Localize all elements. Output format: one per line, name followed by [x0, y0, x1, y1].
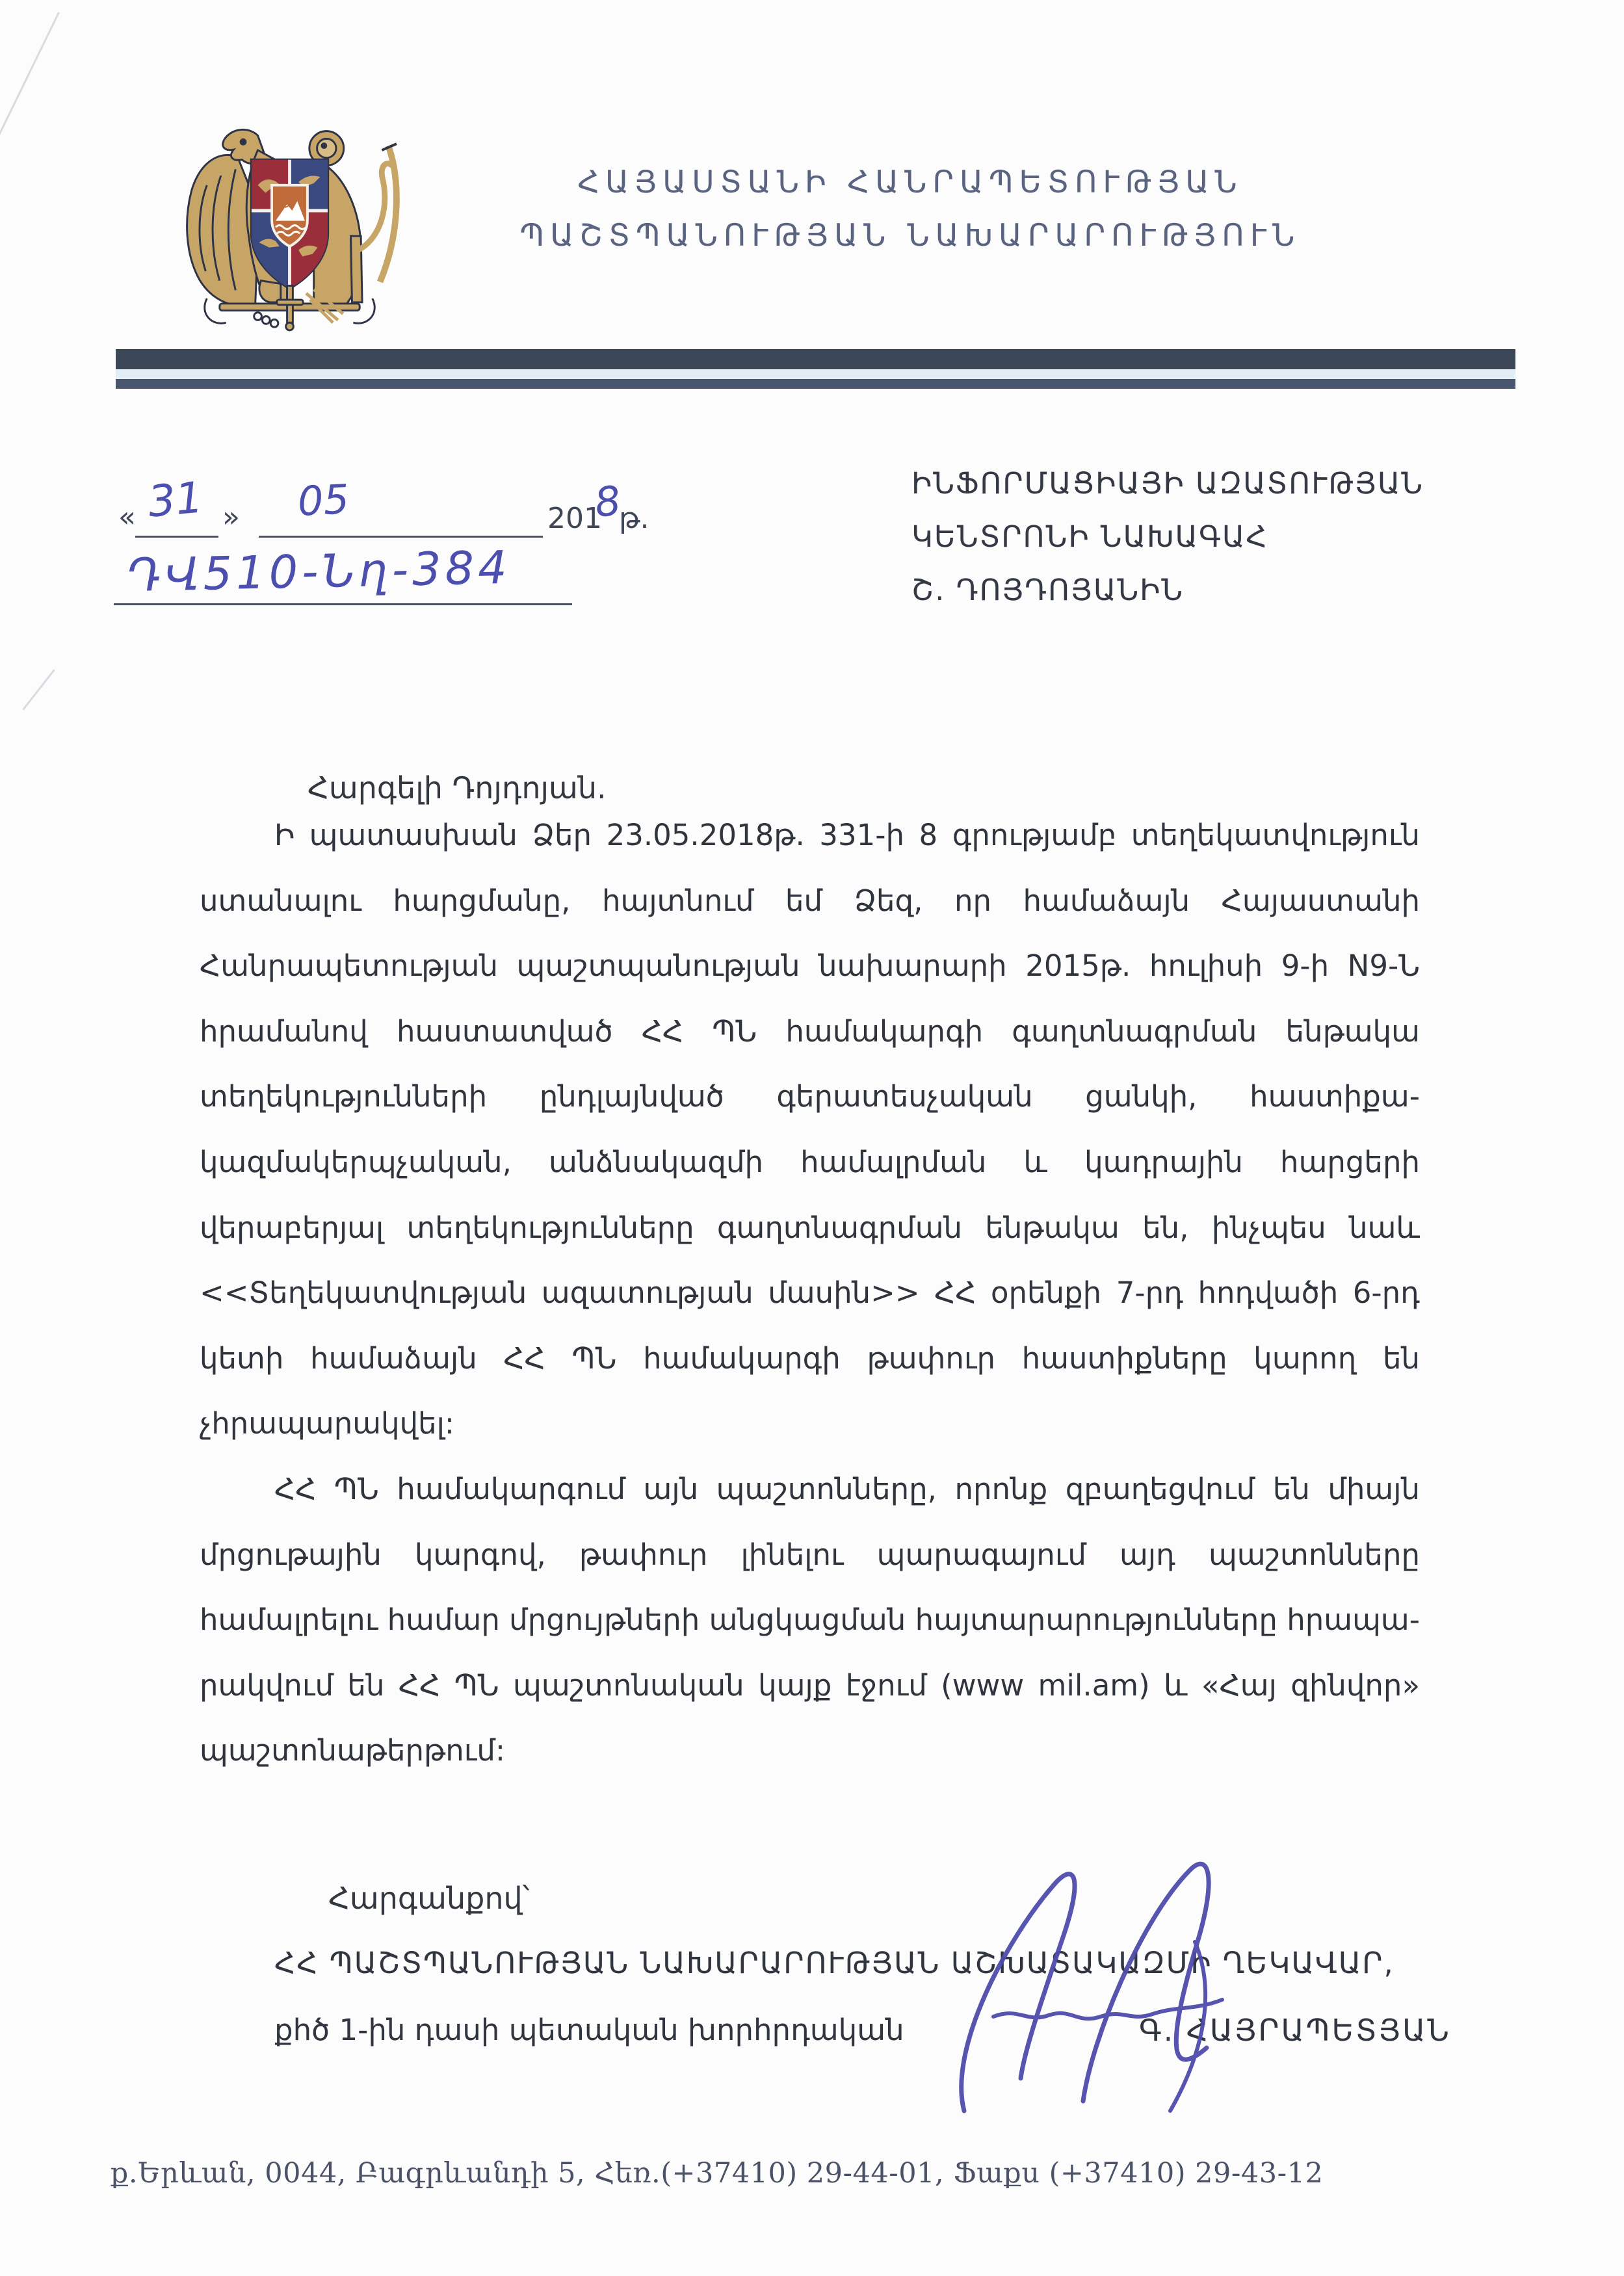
handwritten-signature-ink	[915, 1854, 1331, 2114]
handwritten-day: 31	[146, 472, 205, 527]
header-rule-thick	[116, 349, 1515, 369]
signer-name: Գ. ՀԱՅՐԱՊԵՏՅԱՆ	[1139, 2013, 1451, 2048]
armenia-coat-of-arms-emblem	[161, 90, 418, 332]
body-line: պաշտոնաթերթում:	[200, 1733, 506, 1768]
footer-address: ք.Երևան, 0044, Բագրևանդի 5, Հեռ.(+37410) 29-44-01, Ֆաքս (+37410) 29-43-12	[111, 2157, 1324, 2190]
body-line: տեղեկությունների ընդլայնված գերատեսչական ցանկի, հաստիքա-	[200, 1079, 1420, 1114]
body-line: կազմակերպչական, անձնակազմի համալրման և կադրային հարցերի	[200, 1144, 1420, 1179]
body-line: հրամանով հաստատված ՀՀ ՊՆ համակարգի գաղտնագրման ենթակա	[200, 1014, 1420, 1049]
letter-body	[200, 818, 1420, 1799]
date-month-underline	[259, 536, 543, 538]
body-line: րակվում են ՀՀ ՊՆ պաշտոնական կայք էջում (www mil.am) և «Հայ զինվոր»	[200, 1668, 1420, 1703]
handwritten-month: 05	[296, 475, 350, 526]
body-line: Ի պատասխան Ձեր 23.05.2018թ. 331-ի 8 գրությամբ տեղեկատվություն	[274, 818, 1420, 852]
header-rule-thin	[116, 379, 1515, 389]
body-line: Հանրապետության պաշտպանության նախարարի 2015թ. հուլիսի 9-ի N9-Ն	[200, 948, 1420, 984]
date-year-suffix: թ.	[619, 502, 649, 535]
body-line: չհրապարակվել:	[200, 1406, 455, 1441]
body-line: վերաբերյալ տեղեկությունները գաղտնագրման ենթակա են, ինչպես նաև	[200, 1210, 1420, 1245]
recipient-line-name: Շ. ԴՈՅԴՈՅԱՆԻՆ	[911, 573, 1185, 607]
body-line: ՀՀ ՊՆ համակարգում այն պաշտոնները, որոնք զբաղեցվում են միայն	[274, 1471, 1420, 1506]
body-line: համալրելու համար մրցույթների անցկացման հայտարարությունները հրապա-	[200, 1602, 1420, 1638]
recipient-block	[911, 457, 1523, 617]
ministry-title	[449, 156, 1372, 263]
date-day-underline	[135, 536, 218, 538]
scan-artifact-mark	[22, 669, 55, 710]
handwritten-reference-number: ԴՎ510-Նղ-384	[126, 540, 512, 603]
date-open-quote: «	[118, 501, 136, 534]
reference-underline	[114, 603, 572, 605]
handwritten-year-digit: 8	[592, 476, 623, 527]
body-line: մրցութային կարգով, թափուր լինելու պարագայում այդ պաշտոնները	[200, 1537, 1420, 1572]
recipient-line-position: ԿԵՆՏՐՈՆԻ ՆԱԽԱԳԱՀ	[911, 519, 1268, 554]
date-close-quote: »	[222, 501, 240, 534]
closing-phrase: Հարգանքով՝	[328, 1881, 530, 1916]
body-line: կետի համաձայն ՀՀ ՊՆ համակարգի թափուր հաստիքները կարող են	[200, 1341, 1420, 1376]
ministry-title-line1: ՀԱՅԱՍՏԱՆԻ ՀԱՆՐԱՊԵՏՈՒԹՅԱՆ	[577, 164, 1243, 200]
body-line: ստանալու հարցմանը, հայտնում եմ Ձեզ, որ համաձայն Հայաստանի	[200, 883, 1420, 918]
ministry-title-line2: ՊԱՇՏՊԱՆՈՒԹՅԱՆ ՆԱԽԱՐԱՐՈՒԹՅՈՒՆ	[519, 218, 1301, 254]
signer-title: ՀՀ ՊԱՇՏՊԱՆՈՒԹՅԱՆ ՆԱԽԱՐԱՐՈՒԹՅԱՆ ԱՇԽԱՏԱԿԱԶՄԻ ՂԵԿԱՎԱՐ,	[274, 1946, 1395, 1980]
header-rule-gap	[116, 369, 1515, 379]
salutation: Հարգելի Դոյդոյան.	[308, 770, 607, 805]
body-line: <<Տեղեկատվության ազատության մասին>> ՀՀ օրենքի 7-րդ հոդվածի 6-րդ	[200, 1275, 1420, 1311]
scan-artifact-line	[0, 12, 60, 138]
signer-rank: քհծ 1-ին դասի պետական խորհրդական	[274, 2013, 904, 2047]
date-year-prefix: 201	[547, 502, 602, 535]
recipient-line-organization: ԻՆՖՈՐՄԱՑԻԱՅԻ ԱԶԱՏՈՒԹՅԱՆ	[911, 466, 1424, 501]
